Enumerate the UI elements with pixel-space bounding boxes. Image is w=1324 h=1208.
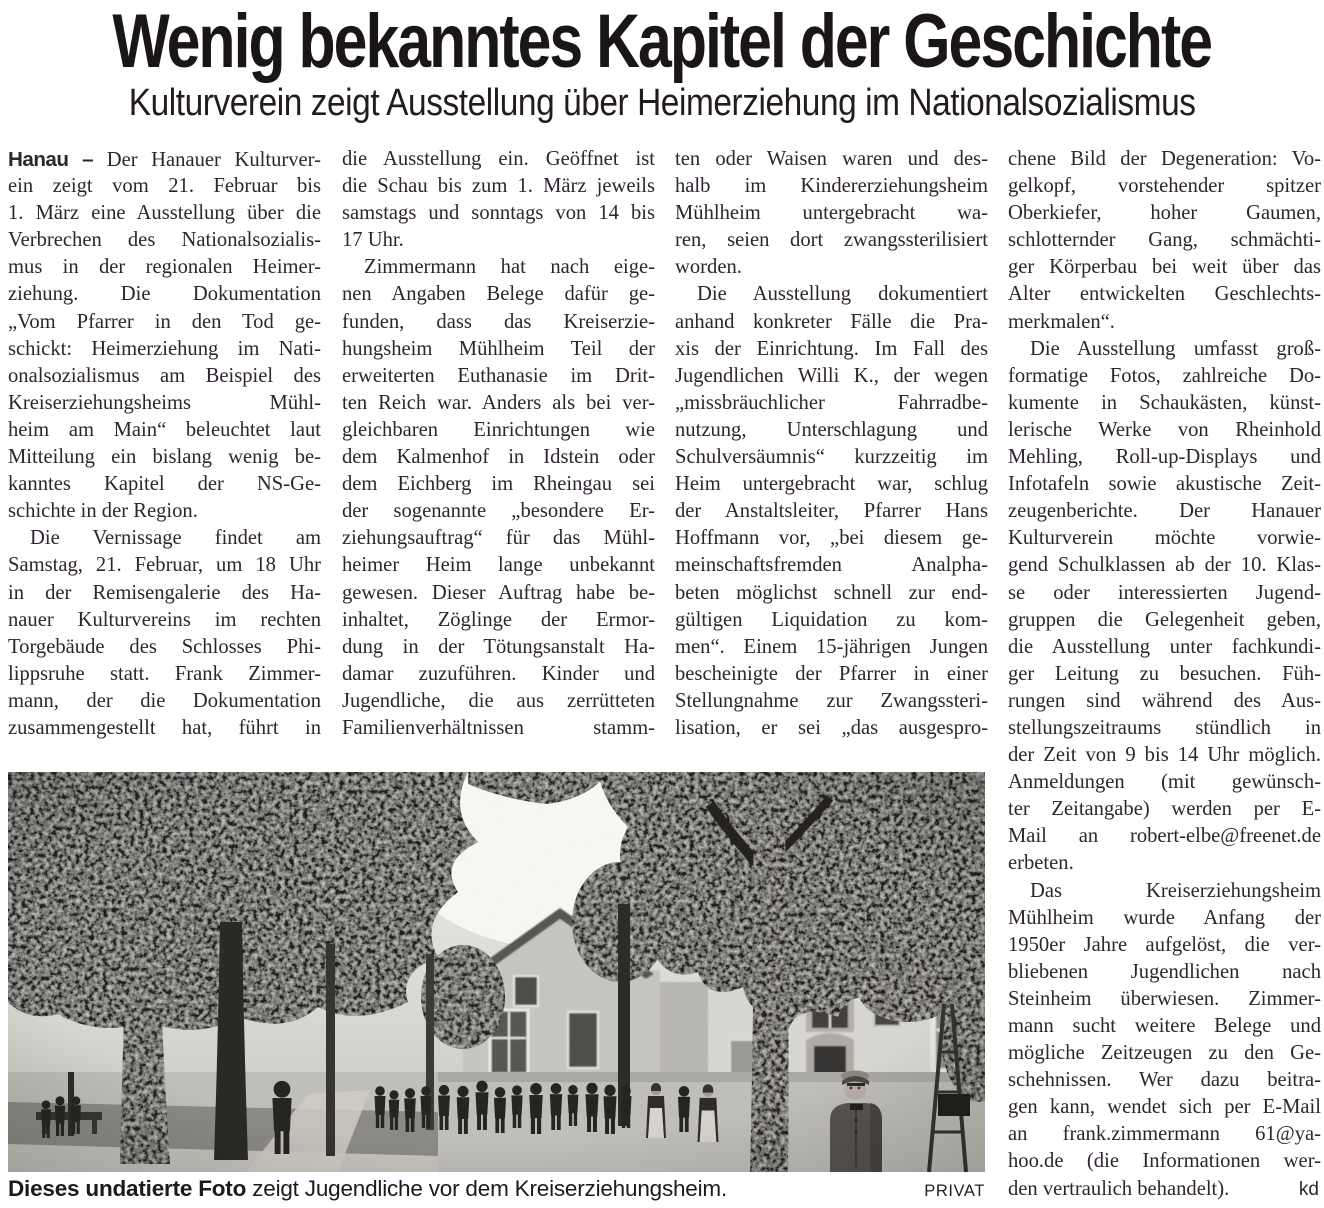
article-line: mus in der regionalen Heimer- [8, 256, 321, 279]
article-line: schlotternder Gang, schmächti- [1008, 229, 1321, 252]
article-line: nauer Kulturvereins im rechten [8, 608, 321, 631]
article-line: Die Ausstellung umfasst groß- [1030, 337, 1321, 360]
article-line: Mehling, Roll-up-Displays und [1008, 446, 1321, 469]
article-line: ziehung. Die Dokumentation [8, 283, 321, 306]
dateline-lead: Hanau – [8, 148, 107, 171]
article-column-2 [342, 146, 655, 742]
article-line: schehnissen. Wer dazu beitra- [1008, 1069, 1321, 1092]
article-line: Zimmermann hat nach eige- [364, 256, 655, 279]
article-line: anhand konkreter Fälle die Pra- [675, 310, 988, 333]
article-line: der Zeit von 9 bis 14 Uhr möglich. [1008, 744, 1321, 767]
subheadline-wrap [0, 82, 1324, 124]
article-line: 1950er Jahre aufgelöst, die ver- [1008, 933, 1321, 956]
article-line: hoo.de (die Informationen wer- [1008, 1150, 1321, 1173]
article-line: ger Leitung zu besuchen. Füh- [1008, 662, 1321, 685]
article-line: beten möglichst schnell zur end- [675, 581, 988, 604]
article-line: Mitteilung ein bislang wenig be- [8, 446, 321, 469]
article-line: Alter entwickelten Geschlechts- [1008, 283, 1321, 306]
article-line [1008, 1176, 1321, 1203]
article-line: Torgebäude des Schlosses Phi- [8, 635, 321, 658]
article-line: erbeten. [1008, 852, 1074, 875]
page-title: Wenig bekanntes Kapitel der Geschichte [112, 0, 1212, 84]
article-line: ten Reich war. Anders als bei ver- [342, 391, 655, 414]
article-line: formatige Fotos, zahlreiche Do- [1008, 364, 1321, 387]
article-line: gen kann, wendet sich per E-Mail [1008, 1096, 1321, 1119]
article-line: halb im Kindererziehungsheim [675, 175, 988, 198]
article-line: Die Vernissage findet am [30, 527, 321, 550]
article-line: ein zeigt vom 21. Februar bis [8, 175, 321, 198]
photo-credit: PRIVAT [924, 1182, 985, 1200]
article-line: Kreiserziehungsheims Mühl- [8, 391, 321, 414]
article-line: xis der Einrichtung. Im Fall des [675, 337, 988, 360]
article-line: mann, der die Dokumentation [8, 689, 321, 712]
article-line: gleichbaren Einrichtungen wie [342, 418, 655, 441]
article-line: schichte in der Region. [8, 500, 198, 523]
article-line: Anmeldungen (mit gewünsch- [1008, 771, 1321, 794]
article-line: damar zuzuführen. Kinder und [342, 662, 655, 685]
article-line: meinschaftsfremden Analpha- [675, 554, 988, 577]
article-line: ger Körperbau bei weit über das [1008, 256, 1321, 279]
article-line: zusammengestellt hat, führt in [8, 716, 321, 739]
article-line: Die Ausstellung dokumentiert [697, 283, 988, 306]
page-subtitle: Kulturverein zeigt Ausstellung über Heimerziehung im Nationalsozialismus [128, 82, 1196, 124]
article-line: Samstag, 21. Februar, um 18 Uhr [8, 554, 321, 577]
caption-text: zeigt Jugendliche vor dem Kreiserziehungsheim. [246, 1176, 728, 1201]
article-line: die Ausstellung ein. Geöffnet ist [342, 148, 655, 170]
photo-caption-row [8, 1176, 985, 1202]
article-line: ziehungsauftrag“ für das Mühl- [342, 527, 655, 550]
article-line: Familienverhältnissen stamm- [342, 716, 655, 739]
article-line: bescheinigte der Pfarrer in einer [675, 662, 988, 685]
article-line: Verbrechen des Nationalsozialis- [8, 229, 321, 252]
historic-photo-illustration [8, 772, 985, 1172]
article-line: worden. [675, 256, 742, 279]
article-line: Jugendliche, die aus zerrütteten [342, 689, 655, 712]
article-line: onalsozialismus am Beispiel des [8, 364, 321, 387]
headline-wrap [0, 2, 1324, 82]
article-line: ten oder Waisen waren und des- [675, 148, 988, 170]
article-line: zeugenberichte. Der Hanauer [1008, 500, 1321, 523]
article-line: Kulturverein möchte vorwie- [1008, 527, 1321, 550]
article-line: mann sucht weitere Belege und [1008, 1015, 1321, 1037]
article-line: an frank.zimmermann 61@ya- [1008, 1123, 1321, 1146]
article-line: hungsheim Mühlheim Teil der [342, 337, 655, 360]
article-line: merkmalen“. [1008, 310, 1115, 333]
article-line: mögliche Zeitzeugen zu den Ge- [1008, 1042, 1321, 1065]
article-line: Das Kreiserziehungsheim [1030, 879, 1321, 902]
article-line: Mühlheim wurde Anfang der [1008, 906, 1321, 929]
article-photo [8, 772, 985, 1172]
article-line: der sogenannte „besondere Er- [342, 500, 655, 523]
article-line: inhaltet, Zöglinge der Ermor- [342, 608, 655, 631]
article-line: samstags und sonntags von 14 bis [342, 202, 655, 225]
article-line: bliebenen Jugendlichen nach [1008, 960, 1321, 983]
article-line: lisation, er sei „das ausgespro- [675, 716, 988, 739]
article-line: heim am Main“ beleuchtet laut [8, 418, 321, 441]
article-line: gültigen Liquidation zu kom- [675, 608, 988, 631]
article-line: Schulversäumnis“ kurzzeitig im [675, 446, 988, 469]
article-line: dem Eichberg im Rheingau sei [342, 473, 655, 496]
article-line: erweiterten Euthanasie im Drit- [342, 364, 655, 387]
article-line: der Anstaltsleiter, Pfarrer Hans [675, 500, 988, 523]
article-line: gewesen. Dieser Auftrag habe be- [342, 581, 655, 604]
article-column-1 [8, 146, 321, 742]
article-line: chene Bild der Degeneration: Vo- [1008, 148, 1321, 170]
article-line: Hanau – Der Hanauer Kulturver- [8, 148, 321, 171]
article-line: lerische Werke von Rheinhold [1008, 418, 1321, 441]
article-line: funden, dass das Kreiserzie- [342, 310, 655, 333]
article-line: lippsruhe statt. Frank Zimmer- [8, 662, 321, 685]
article-line: Oberkiefer, hoher Gaumen, [1008, 202, 1321, 225]
article-line-text: den vertraulich behandelt). [1008, 1177, 1230, 1200]
article-line: men“. Einem 15-jährigen Jungen [675, 635, 988, 658]
article-line: stellungszeitraums stündlich in [1008, 716, 1321, 739]
article-line: Steinheim überwiesen. Zimmer- [1008, 987, 1321, 1010]
photo-caption [8, 1176, 727, 1202]
article-line: kanntes Kapitel der NS-Ge- [8, 473, 321, 496]
article-line: kumente in Schaukästen, künst- [1008, 391, 1321, 414]
article-line: dem Kalmenhof in Idstein oder [342, 446, 655, 469]
article-column-3 [675, 146, 988, 742]
article-line: ter Zeitangabe) werden per E- [1008, 798, 1321, 821]
article-line: se oder interessierten Jugend- [1008, 581, 1321, 604]
article-line: rungen sind während des Aus- [1008, 689, 1321, 712]
article-line: gend Schulklassen ab der 10. Klas- [1008, 554, 1321, 577]
article-line: dung in der Tötungsanstalt Ha- [342, 635, 655, 658]
article-line: gruppen die Gelegenheit geben, [1008, 608, 1321, 631]
article-line: die Ausstellung unter fachkundi- [1008, 635, 1321, 658]
article-line: Stellungnahme zur Zwangssteri- [675, 689, 988, 712]
article-line: nen Angaben Belege dafür ge- [342, 283, 655, 306]
article-line: Heim untergebracht war, schlug [675, 473, 988, 496]
article-line: ren, seien dort zwangssterilisiert [675, 229, 988, 252]
article-line: „missbräuchlicher Fahrradbe- [675, 391, 988, 414]
article-column-4 [1008, 146, 1321, 1203]
article-line: 17 Uhr. [342, 229, 404, 252]
article-line: gelkopf, vorstehender spitzer [1008, 175, 1321, 198]
article-line: „Vom Pfarrer in den Tod ge- [8, 310, 321, 333]
article-line: Hoffmann vor, „bei diesem ge- [675, 527, 988, 550]
article-line: die Schau bis zum 1. März jeweils [342, 175, 655, 198]
caption-lead: Dieses undatierte Foto [8, 1176, 247, 1201]
article-line: 1. März eine Ausstellung über die [8, 202, 321, 225]
article-line: Mühlheim untergebracht wa- [675, 202, 988, 225]
article-line: schickt: Heimerziehung im Nati- [8, 337, 321, 360]
article-line: heimer Heim lange unbekannt [342, 554, 655, 577]
article-line: in der Remisengalerie des Ha- [8, 581, 321, 604]
article-line: Infotafeln sowie akustische Zeit- [1008, 473, 1321, 496]
author-initials: kd [1298, 1178, 1319, 1200]
article-line: Mail an robert-elbe@freenet.de [1008, 825, 1321, 848]
article-line: Jugendlichen Willi K., der wegen [675, 364, 988, 387]
article-line: nutzung, Unterschlagung und [675, 418, 988, 441]
